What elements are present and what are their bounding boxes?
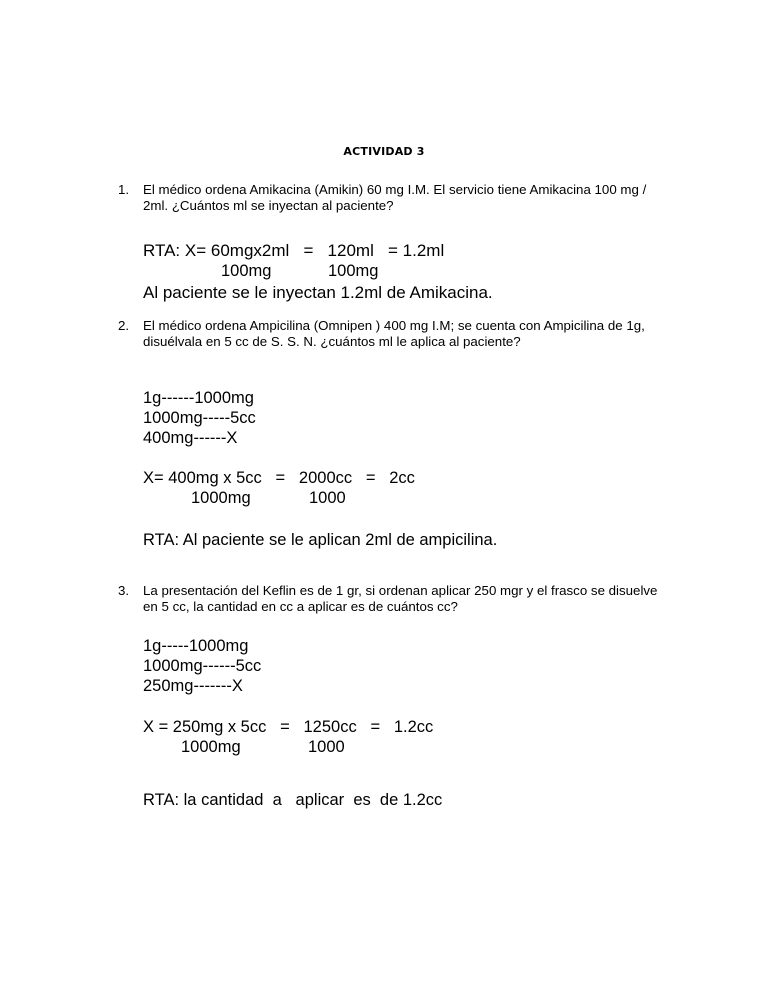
q1-answer: Al paciente se le inyectan 1.2ml de Amikacina. (143, 283, 493, 302)
question-number: 3. (118, 583, 130, 598)
q3-answer: RTA: la cantidad a aplicar es de 1.2cc (143, 791, 443, 809)
q2-formula-denominator-1: 1000mg (191, 489, 251, 507)
q3-rule-line-2: 1000mg------5cc (143, 657, 262, 675)
q1-formula-denominator-2: 100mg (328, 262, 379, 280)
q3-formula-top: X = 250mg x 5cc = 1250cc = 1.2cc (143, 718, 434, 736)
question-number: 2. (118, 318, 130, 333)
q2-formula-denominator-2: 1000 (309, 489, 346, 507)
q3-formula-denominator-2: 1000 (308, 738, 345, 756)
question-text: El médico ordena Amikacina (Amikin) 60 mg I.M. El servicio tiene Amikacina 100 mg / 2ml. ¿Cuántos ml se inyectan al paciente? (143, 182, 647, 213)
question-2 (118, 318, 658, 350)
q3-rule-line-1: 1g-----1000mg (143, 637, 249, 655)
question-1 (118, 182, 658, 214)
q1-formula-denominator-1: 100mg (221, 262, 272, 280)
question-number: 1. (118, 182, 130, 197)
q2-rule-line-2: 1000mg-----5cc (143, 409, 256, 427)
q3-formula-denominator-1: 1000mg (181, 738, 241, 756)
q3-rule-line-3: 250mg-------X (143, 677, 243, 695)
q2-rule-line-3: 400mg------X (143, 429, 238, 447)
q1-formula-top: RTA: X= 60mgx2ml = 120ml = 1.2ml (143, 241, 445, 260)
document-title: ACTIVIDAD 3 (343, 145, 425, 158)
question-3 (118, 583, 658, 615)
question-text: El médico ordena Ampicilina (Omnipen ) 400 mg I.M; se cuenta con Ampicilina de 1g, disuélvala en 5 cc de S. S. N. ¿cuántos ml le aplica al paciente? (143, 318, 645, 349)
q2-formula-top: X= 400mg x 5cc = 2000cc = 2cc (143, 469, 415, 487)
q2-rule-line-1: 1g------1000mg (143, 389, 254, 407)
question-text: La presentación del Keflin es de 1 gr, si ordenan aplicar 250 mgr y el frasco se disuelve en 5 cc, la cantidad en cc a aplicar es de cuántos cc? (143, 583, 658, 614)
q2-answer: RTA: Al paciente se le aplican 2ml de ampicilina. (143, 531, 498, 549)
